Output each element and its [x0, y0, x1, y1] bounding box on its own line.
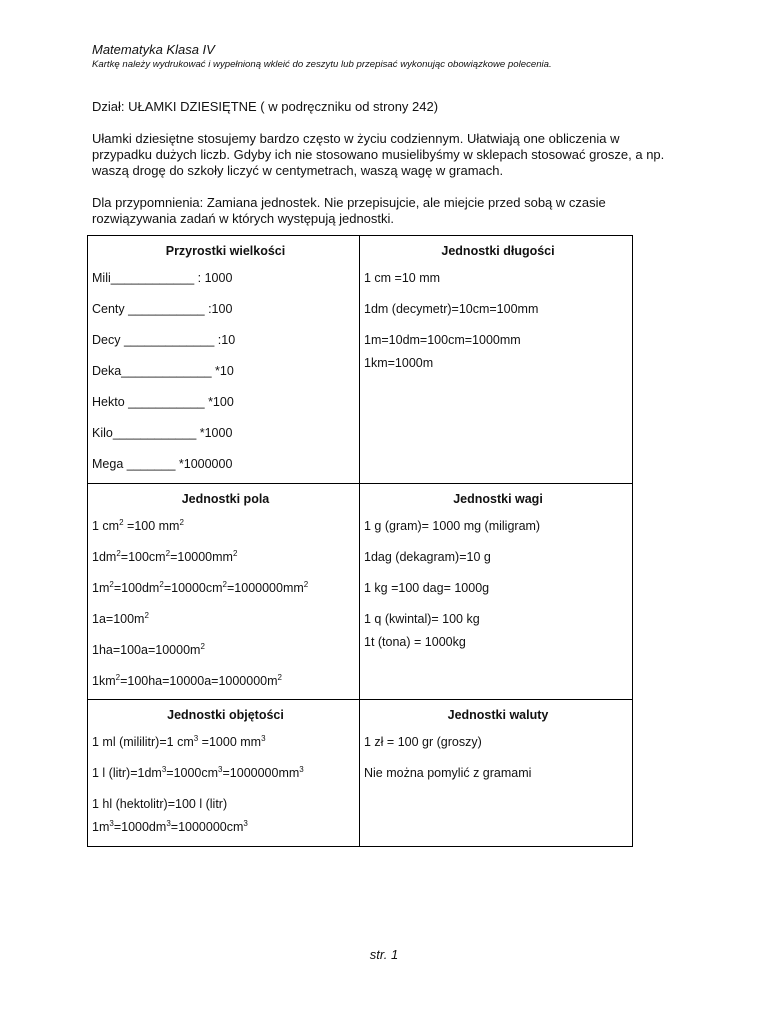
table-row [88, 484, 633, 700]
area-line: $1a=100m^2$ [92, 611, 149, 626]
prefix-line: Centy ___________ :100 [92, 302, 233, 316]
reminder-line: Dla przypomnienia: Zamiana jednostek. Nie przepisujcie, ale miejcie przed sobą w czasie [92, 195, 606, 210]
volume-line: 1 l $(litr)=1dm^3=1000cm^3=1000000mm^3$ [92, 765, 304, 780]
area-cell [88, 484, 360, 700]
prefix-line: Deka_____________ *10 [92, 364, 234, 378]
area-heading: Jednostki pola [181, 492, 270, 506]
area-line: $1km^2=100ha=10000a=1000000m^2$ [92, 673, 282, 688]
reminder-paragraph [92, 195, 692, 227]
area-line: $1ha=100a=10000m^2$ [92, 642, 205, 657]
length-line: 1 cm =10 mm [364, 271, 441, 285]
length-cell [360, 236, 633, 484]
intro-line: waszą drogę do szkoły liczyć w centymetrach, waszą wagę w gramach. [92, 163, 504, 178]
length-line: 1m=10dm=100cm=1000mm [364, 333, 521, 347]
prefix-line: Mega _______ *1000000 [92, 457, 233, 471]
weight-heading: Jednostki wagi [453, 492, 543, 506]
page-header [92, 42, 692, 72]
length-line: 1dm (decymetr)=10cm=100mm [364, 302, 539, 316]
table-row [88, 236, 633, 484]
weight-line: 1dag (dekagram)=10 g [364, 550, 491, 564]
weight-line: 1t (tona) = 1000kg [364, 635, 466, 649]
section-heading: Dział: UŁAMKI DZIESIĘTNE ( w podręczniku od strony 242) [92, 99, 439, 114]
intro-line: Ułamki dziesiętne stosujemy bardzo często w życiu codziennym. Ułatwiają one obliczenia w [92, 131, 620, 146]
section-title [92, 99, 692, 115]
currency-line: Nie można pomylić z gramami [364, 766, 532, 780]
area-line: 1 $cm^2 =100$ $mm^2$ [92, 518, 184, 533]
page-number: str. 1 [369, 947, 399, 962]
reminder-line: rozwiązywania zadań w których występują jednostki. [92, 211, 395, 226]
volume-heading: Jednostki objętości [167, 708, 284, 722]
prefixes-cell [88, 236, 360, 484]
volume-line: 1 hl (hektolitr)=100 l (litr) [92, 797, 228, 811]
prefix-line: Decy _____________ :10 [92, 333, 236, 347]
prefix-line: Hekto ___________ *100 [92, 395, 234, 409]
currency-line: 1 zł = 100 gr (groszy) [364, 735, 482, 749]
prefixes-heading: Przyrostki wielkości [165, 244, 286, 258]
weight-line: 1 q (kwintal)= 100 kg [364, 612, 480, 626]
volume-line: $1m^3=1000dm^3=1000000cm^3$ [92, 819, 248, 834]
length-line: 1km=1000m [364, 356, 434, 370]
volume-line: 1 ml (mililitr)=1 $cm^3 =1000$ $mm^3$ [92, 734, 266, 749]
prefix-line: Kilo____________ *1000 [92, 426, 233, 440]
area-line: $1m^2=100dm^2=10000cm^2=1000000mm^2$ [92, 580, 309, 595]
area-line: $1dm^2=100cm^2=10000mm^2$ [92, 549, 238, 564]
units-table [87, 235, 633, 847]
currency-cell [360, 700, 633, 847]
header-title: Matematyka Klasa IV [92, 42, 215, 57]
prefix-line: Mili____________ : 1000 [92, 271, 233, 285]
header-instructions: Kartkę należy wydrukować i wypełnioną wkleić do zeszytu lub przepisać wykonując obowiązkowe polecenia. [92, 59, 552, 70]
table-row [88, 700, 633, 847]
weight-line: 1 kg =100 dag= 1000g [364, 581, 490, 595]
length-heading: Jednostki długości [441, 244, 555, 258]
weight-cell [360, 484, 633, 700]
intro-line: przypadku dużych liczb. Gdyby ich nie stosowano musielibyśmy w sklepach stosować grosze, a np. [92, 147, 665, 162]
currency-heading: Jednostki waluty [447, 708, 549, 722]
volume-cell [88, 700, 360, 847]
intro-paragraph [92, 131, 692, 179]
weight-line: 1 g (gram)= 1000 mg (miligram) [364, 519, 541, 533]
